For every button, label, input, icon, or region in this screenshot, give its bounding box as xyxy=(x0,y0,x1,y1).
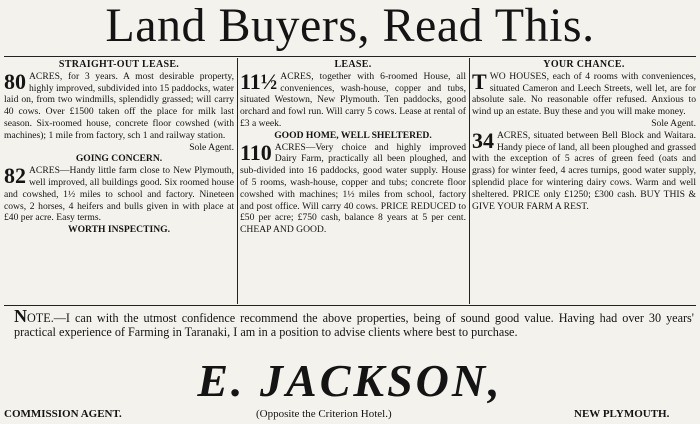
column-straight-out-lease xyxy=(4,59,234,236)
listing-number: 11½ xyxy=(240,68,278,94)
listing-110-acres xyxy=(240,139,466,236)
footer-center: (Opposite the Criterion Hotel.) xyxy=(256,408,392,420)
listing-text: ACRES—Very choice and highly improved Dairy Farm, practically all been ploughed, and sub-divided into 16 paddocks, good water supply. House of 5 rooms, wash-house, copper and tubs; concrete floor cowshed with machines; 1½ miles from school, factory and post office. Will carry 40 cows. PRICE REDUCED to £50 per acre; £750 cash, balance 8 years at 5 per cent. CHEAP AND GOOD. xyxy=(240,141,466,236)
listing-two-houses xyxy=(472,68,696,118)
listing-34-acres xyxy=(472,127,696,213)
column-divider xyxy=(469,58,470,304)
footer-left: COMMISSION AGENT. xyxy=(4,408,122,420)
listing-text: ACRES, for 3 years. A most desirable property, highly improved, subdivided into 15 paddocks, water laid on, from two windmills, splendidly grassed; will carry 40 cows. Over £1500 taken off the place for milk last season. Six-roomed house, concrete floor cowshed (with machines); 1 mile from factory, sch 1 and railway station. xyxy=(4,70,234,141)
top-rule xyxy=(4,56,696,57)
columns-bottom-rule xyxy=(4,305,696,306)
column-subheading: GOING CONCERN. xyxy=(75,153,163,165)
column-lease xyxy=(240,59,466,236)
headline: Land Buyers, Read This. xyxy=(105,0,595,52)
listing-number: 34 xyxy=(472,127,494,153)
column-heading: STRAIGHT-OUT LEASE. xyxy=(58,59,180,70)
note-initial: N xyxy=(14,306,27,326)
listing-initial: T xyxy=(472,68,487,94)
column-your-chance xyxy=(472,59,696,212)
listing-number: 82 xyxy=(4,163,26,189)
sole-agent-label: Sole Agent. xyxy=(189,141,234,153)
column-divider xyxy=(237,58,238,304)
column-heading: LEASE. xyxy=(334,59,372,70)
column-subheading: GOOD HOME, WELL SHELTERED. xyxy=(274,129,432,141)
agent-name: E. JACKSON, xyxy=(197,355,503,406)
agent-note xyxy=(14,306,694,339)
listing-82-acres xyxy=(4,165,234,224)
listing-11-acres xyxy=(240,68,466,130)
listing-number: 110 xyxy=(240,139,272,165)
listing-number: 80 xyxy=(4,68,26,94)
listing-text: ACRES—Handy little farm close to New Plymouth, well improved, all buildings good. Six roomed house and cowshed, 1½ miles to school and factory. Nineteen cows, 2 horses, 4 heifers and bulls given in with place at £40 per acre. Easy terms. xyxy=(4,165,234,224)
column-footer: WORTH INSPECTING. xyxy=(67,224,170,236)
listing-text: ACRES, situated between Bell Block and Waitara. Handy piece of land, all been ploughed and grassed with the exception of 5 acres of green feed (oats and grass) for winter feed, 4 acres turnips, good water supply, splendid place for wintering dairy cows. Warm and well sheltered. PRICE only £1250; £300 cash. BUY THIS & GIVE YOUR FARM A REST. xyxy=(472,129,696,212)
note-text: OTE.—I can with the utmost confidence recommend the above properties, being of sound good value. Having had over 30 years' practical experience of Farming in Taranaki, I am in a position to advise clients where best to purchase. xyxy=(14,311,694,339)
footer-right: NEW PLYMOUTH. xyxy=(574,408,670,420)
column-heading: YOUR CHANCE. xyxy=(543,59,625,70)
listing-text: WO HOUSES, each of 4 rooms with conveniences, situated Cameron and Leech Streets, well let, are for absolute sale. No reasonable offer refused. Anxious to wind up an estate. Buy these and you will make money. xyxy=(472,70,696,118)
listing-text: ACRES, together with 6-roomed House, all conveniences, wash-house, copper and tubs, situated Westown, New Plymouth. Ten paddocks, good orchard and fowl run. Will carry 5 cows. Lease at rental of £3 a week. xyxy=(240,70,466,129)
listing-80-acres xyxy=(4,68,234,142)
sole-agent-label: Sole Agent. xyxy=(651,117,696,129)
